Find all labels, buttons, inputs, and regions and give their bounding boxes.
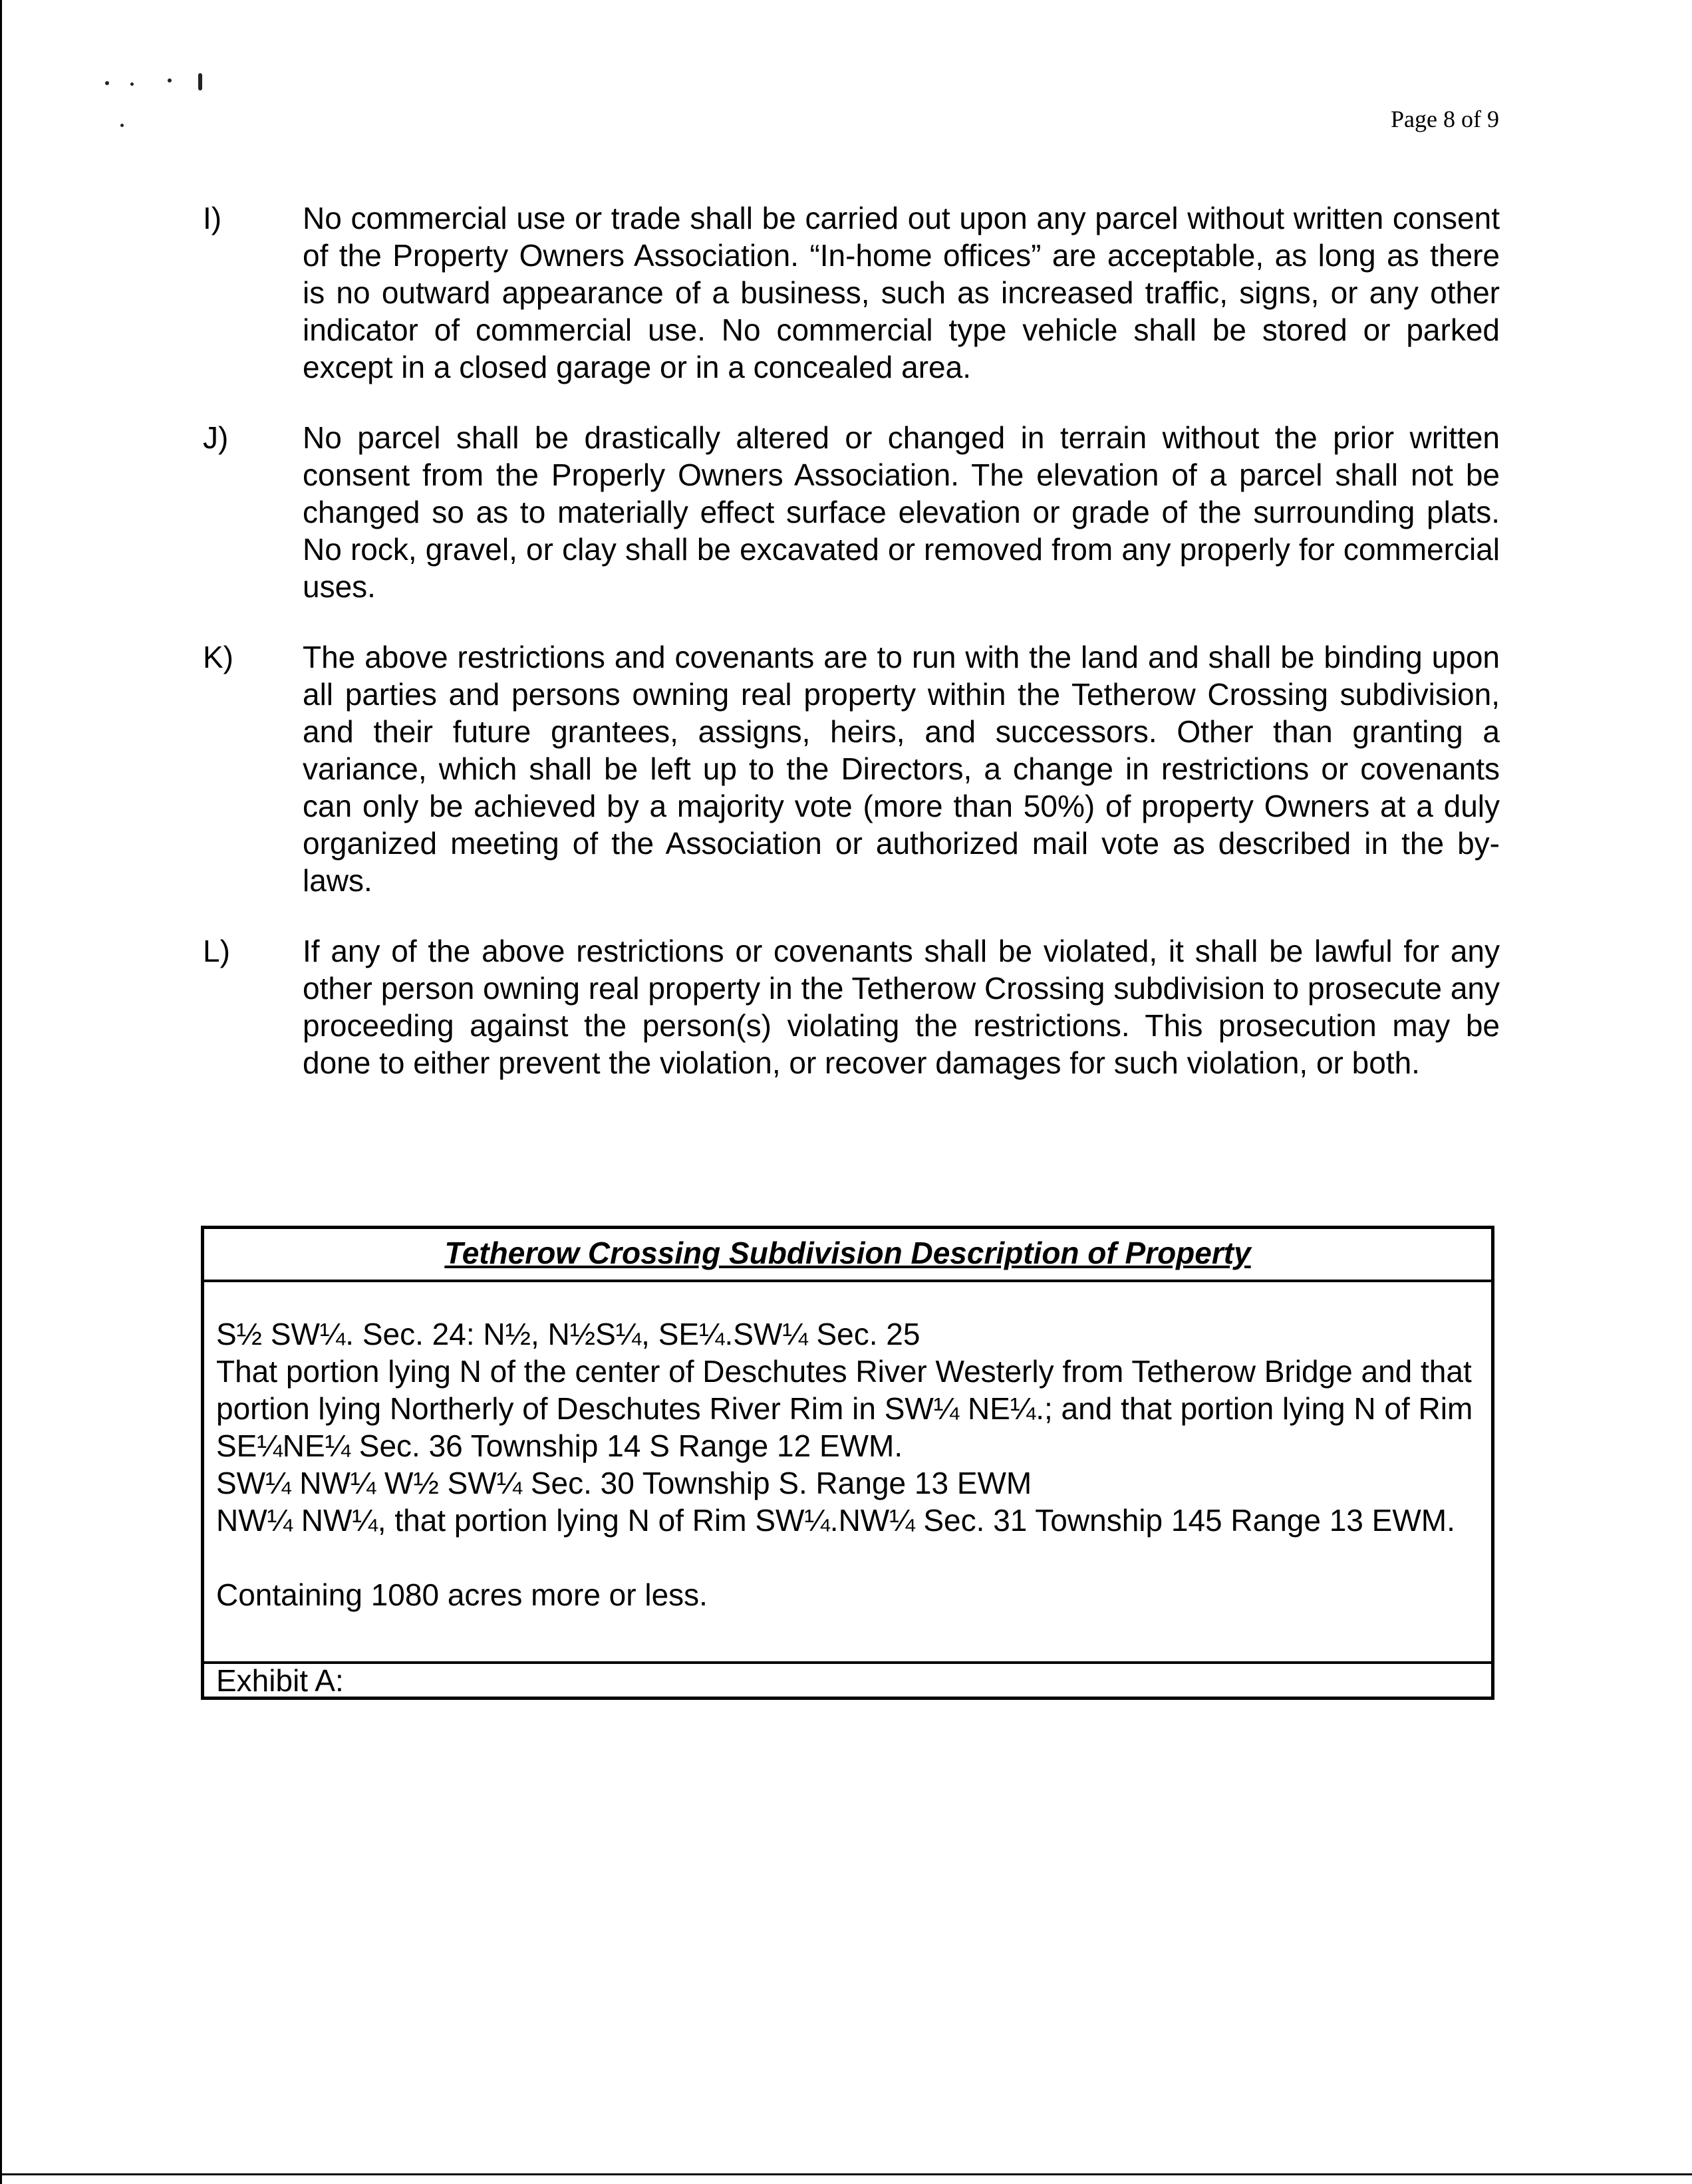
- legal-description-line: SW¼ NW¼ W½ SW¼ Sec. 30 Township S. Range 13 EWM: [216, 1466, 1032, 1500]
- item-text: The above restrictions and covenants are to run with the land and shall be binding upon all parties and persons owning real property within the Tetherow Crossing subdivision, and their future grantees, assigns, heirs, and successors. Other than granting a variance, which shall be left up to the Directors, a change in restrictions or covenants can only be achieved by a majority vote (more than 50%) of property Owners at a duly organized meeting of the Association or authorized mail vote as described in the by-laws.: [303, 640, 1500, 898]
- property-description-title: Tetherow Crossing Subdivision Description of Property: [204, 1229, 1491, 1282]
- legal-description-line: S½ SW¼. Sec. 24: N½, N½S¼, SE¼.SW¼ Sec. 25: [216, 1317, 920, 1351]
- scan-speck: [168, 78, 172, 82]
- item-text: No commercial use or trade shall be carried out upon any parcel without written consent of the Property Owners Association. “In-home offices” are acceptable, as long as there is no outward appearance of a business, such as increased traffic, signs, or any other indicator of commercial use. No commercial type vehicle shall be stored or parked except in a closed garage or in a concealed area.: [303, 201, 1500, 384]
- covenant-item-l: [203, 932, 1500, 1081]
- item-text: If any of the above restrictions or covenants shall be violated, it shall be lawful for any other person owning real property in the Tetherow Crossing subdivision to prosecute any proceeding against the person(s) violating the restrictions. This prosecution may be done to either prevent the violation, or recover damages for such violation, or both.: [303, 934, 1500, 1080]
- property-description-box: [201, 1226, 1494, 1700]
- scan-left-edge: [0, 0, 2, 2184]
- item-label: J): [203, 420, 229, 455]
- scan-speck: [120, 124, 124, 127]
- exhibit-label: Exhibit A:: [204, 1661, 1491, 1697]
- item-label: K): [203, 640, 233, 674]
- item-label: L): [203, 934, 230, 968]
- scan-bottom-edge: [0, 2173, 1692, 2175]
- legal-description-line: That portion lying N of the center of Deschutes River Westerly from Tetherow Bridge and that portion lying Northerly of Deschutes River Rim in SW¼ NE¼.; and that portion lying N of Rim SE¼NE¼ Sec. 36 Township 14 S Range 12 EWM.: [216, 1354, 1473, 1463]
- covenant-item-k: [203, 638, 1500, 899]
- property-description-body: [204, 1282, 1491, 1661]
- item-text: No parcel shall be drastically altered or changed in terrain without the prior written consent from the Properly Owners Association. The elevation of a parcel shall not be changed so as to materially effect surface elevation or grade of the surrounding plats. No rock, gravel, or clay shall be excavated or removed from any properly for commercial uses.: [303, 420, 1500, 604]
- scan-speck: [105, 81, 109, 85]
- covenant-item-j: [203, 419, 1500, 605]
- item-label: I): [203, 201, 222, 235]
- legal-description-line: NW¼ NW¼, that portion lying N of Rim SW¼.NW¼ Sec. 31 Township 145 Range 13 EWM.: [216, 1503, 1455, 1538]
- scan-speck: [130, 82, 134, 86]
- scan-speck: [198, 73, 202, 90]
- covenant-list: [203, 200, 1500, 1115]
- page-number: Page 8 of 9: [1391, 106, 1499, 132]
- spacer: [216, 1539, 1479, 1576]
- covenant-item-i: [203, 200, 1500, 386]
- acreage-statement: Containing 1080 acres more or less.: [216, 1577, 708, 1612]
